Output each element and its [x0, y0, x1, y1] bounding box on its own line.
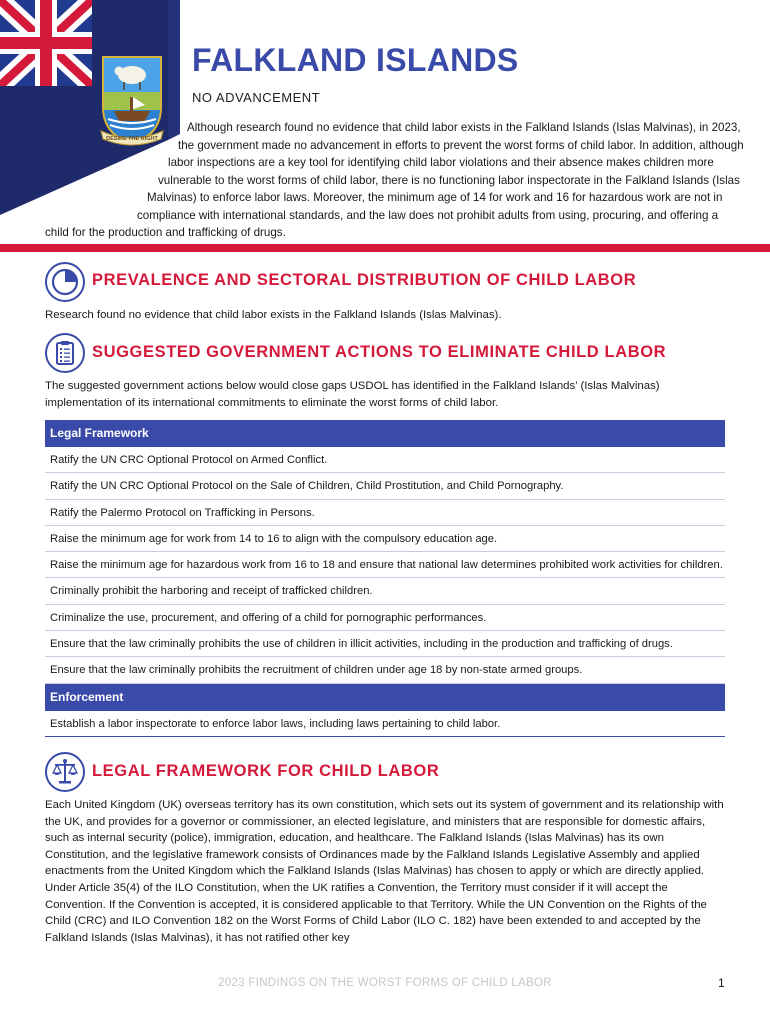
summary-line: child for the production and trafficking of drugs. [45, 226, 286, 239]
summary-line: compliance with international standards, and the law does not prohibit adults from using, procuring, and offering a [137, 208, 719, 222]
enforcement-header: Enforcement [45, 684, 725, 711]
section-divider [0, 244, 770, 252]
prevalence-heading: PREVALENCE AND SECTORAL DISTRIBUTION OF CHILD LABOR [92, 271, 637, 289]
table-row: Ensure that the law criminally prohibits the use of children in illicit activities, including in the production and trafficking of drugs. [45, 631, 725, 657]
footer-title: 2023 FINDINGS ON THE WORST FORMS OF CHILD LABOR [218, 977, 552, 989]
table-row: Criminally prohibit the harboring and receipt of trafficked children. [45, 578, 725, 604]
legal-framework-header: Legal Framework [45, 420, 725, 447]
suggested-actions-intro: The suggested government actions below would close gaps USDOL has identified in the Falkland Islands’ (Islas Malvinas) implementation of its international commitments to eliminate the worst forms of child labor. [45, 380, 660, 409]
prevalence-text: Research found no evidence that child labor exists in the Falkland Islands (Islas Malvinas). [45, 309, 502, 321]
page-number: 1 [718, 976, 725, 990]
table-row: Establish a labor inspectorate to enforce labor laws, including laws pertaining to child labor. [45, 711, 725, 737]
summary-line: the government made no advancement in efforts to prevent the worst forms of child labor. In addition, although [178, 138, 744, 152]
coat-of-arms-icon [99, 55, 165, 147]
suggested-actions-table [45, 420, 725, 737]
legal-framework-text: Each United Kingdom (UK) overseas territory has its own constitution, which sets out its system of government and its relationship with the UK, and provides for a governor or commissioner, an elected legislature, and ministers that are responsible for domestic affairs, such as internal security (police), immigration, education, and healthcare. The Falkland Islands (Islas Malvinas) has its own Constitution, and the legislative framework consists of Ordinances made by the Falkland Islands Legislative Assembly and applied enactments from the United Kingdom which the Falkland Islands (Islas Malvinas) has chosen to apply or which are directly applied. Under Article 35(4) of the ILO Constitution, when the UK ratifies a Convention, the Territory must consider if it will accept the Convention. If the Convention is accepted, it is considered applicable to that Territory. While the UN Convention on the Rights of the Child (CRC) and ILO Convention 182 on the Worst Forms of Child Labor (ILO C. 182) have been extended to and accepted by the Falkland Islands (Islas Malvinas), it has not ratified other key [45, 799, 724, 944]
table-row: Raise the minimum age for hazardous work from 16 to 18 and ensure that national law determines prohibited work activities for children. [45, 552, 725, 578]
summary-line: Although research found no evidence that child labor exists in the Falkland Islands (Islas Malvinas), in 2023, [187, 121, 741, 134]
legal-framework-heading: LEGAL FRAMEWORK FOR CHILD LABOR [92, 762, 440, 780]
scales-of-justice-icon [45, 752, 85, 792]
country-title: FALKLAND ISLANDS [192, 42, 519, 78]
summary-line: Malvinas) to enforce labor laws. Moreover, the minimum age of 14 for work and 16 for hazardous work are not in [147, 191, 723, 204]
summary-line: labor inspections are a key tool for identifying child labor violations and their absence makes children more [168, 156, 714, 169]
suggested-actions-heading: SUGGESTED GOVERNMENT ACTIONS TO ELIMINATE CHILD LABOR [92, 343, 667, 361]
table-row: Raise the minimum age for work from 14 to 16 to align with the compulsory education age. [45, 526, 725, 552]
table-row: Ratify the UN CRC Optional Protocol on Armed Conflict. [45, 447, 725, 473]
union-flag-icon [0, 0, 92, 86]
table-row: Ratify the UN CRC Optional Protocol on the Sale of Children, Child Prostitution, and Child Pornography. [45, 473, 725, 499]
summary-line: vulnerable to the worst forms of child labor, there is no functioning labor inspectorate in the Falkland Islands (Islas [158, 173, 740, 187]
advancement-status: NO ADVANCEMENT [192, 90, 321, 105]
table-row: Ratify the Palermo Protocol on Trafficking in Persons. [45, 500, 725, 526]
checklist-icon [45, 333, 85, 373]
table-row: Ensure that the law criminally prohibits the recruitment of children under age 18 by non-state armed groups. [45, 657, 725, 683]
table-row: Criminalize the use, procurement, and offering of a child for pornographic performances. [45, 605, 725, 631]
pie-chart-icon [45, 262, 85, 302]
crest-motto: DESIRE THE RIGHT [106, 136, 158, 142]
